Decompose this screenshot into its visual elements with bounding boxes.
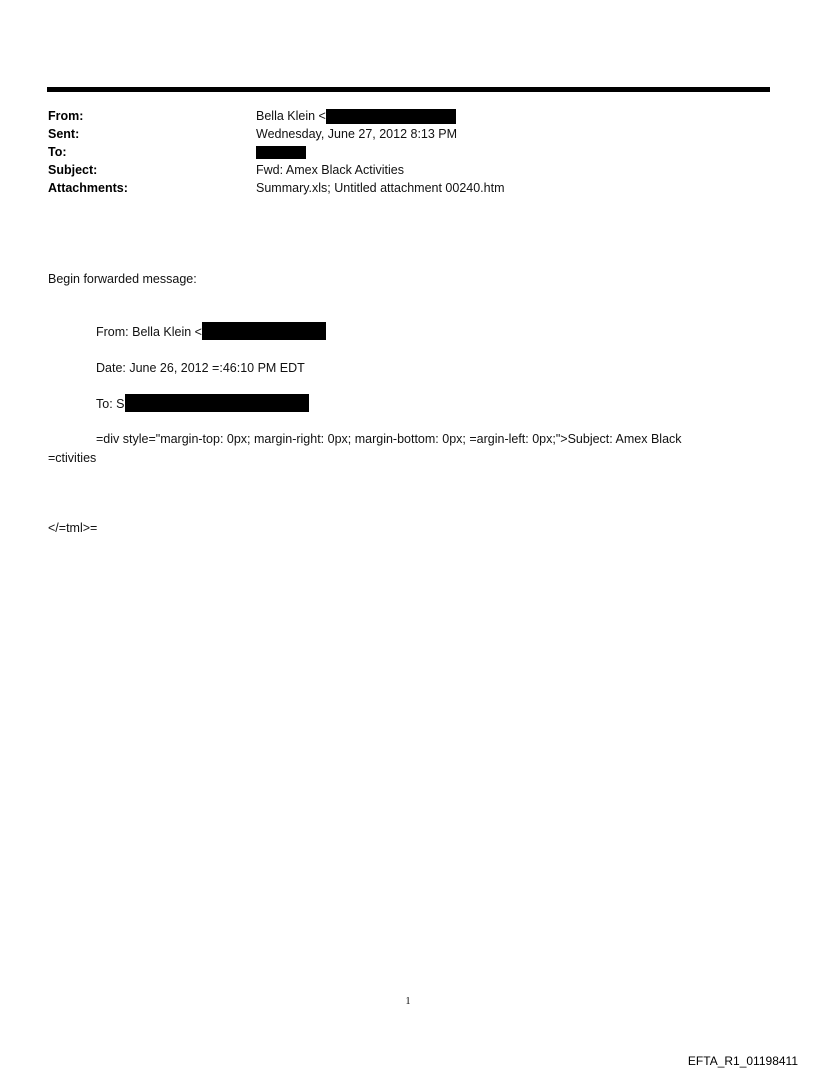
forwarded-subject-line-1: =div style="margin-top: 0px; margin-right: 0px; margin-bottom: 0px; =argin-left: 0px;">Subject: Amex Black xyxy=(96,432,682,446)
document-id: EFTA_R1_01198411 xyxy=(687,1054,798,1068)
subject-label: Subject: xyxy=(48,163,98,177)
from-name: Bella Klein < xyxy=(256,109,326,123)
forward-intro: Begin forwarded message: xyxy=(48,272,197,286)
redaction-box xyxy=(256,146,306,159)
from-label: From: xyxy=(48,109,84,123)
attachments-label: Attachments: xyxy=(48,181,128,195)
redaction-box xyxy=(125,394,309,412)
closing-tag-text: </=tml>= xyxy=(48,521,98,535)
forwarded-date: Date: June 26, 2012 =:46:10 PM EDT xyxy=(96,361,305,375)
forwarded-subject-line-2: =ctivities xyxy=(48,451,97,465)
forwarded-to xyxy=(96,396,309,412)
sent-value: Wednesday, June 27, 2012 8:13 PM xyxy=(256,127,458,141)
forwarded-to-text: To: S xyxy=(96,397,125,411)
header-divider xyxy=(47,87,770,92)
attachments-value: Summary.xls; Untitled attachment 00240.htm xyxy=(256,181,505,195)
to-value xyxy=(256,145,306,160)
redaction-box xyxy=(326,109,456,124)
to-label: To: xyxy=(48,145,67,159)
page-number: 1 xyxy=(405,996,411,1007)
sent-label: Sent: xyxy=(48,127,80,141)
redaction-box xyxy=(202,322,326,340)
forwarded-from-text: From: Bella Klein < xyxy=(96,325,202,339)
subject-value: Fwd: Amex Black Activities xyxy=(256,163,404,177)
forwarded-from xyxy=(96,324,326,340)
from-value xyxy=(256,109,456,124)
